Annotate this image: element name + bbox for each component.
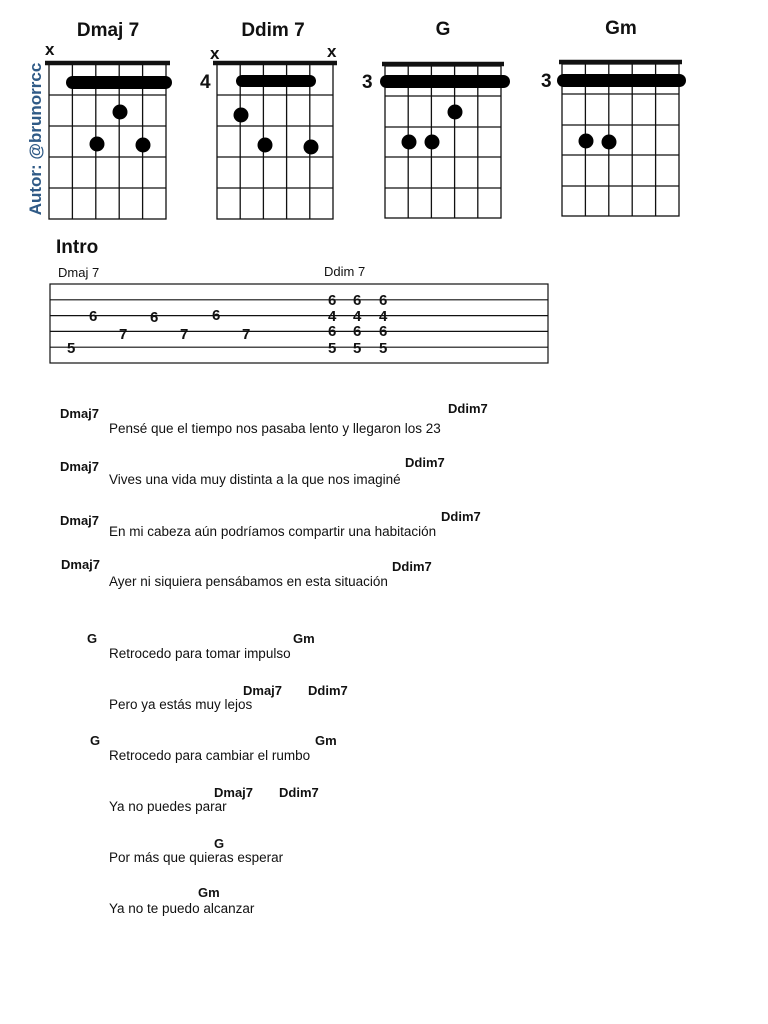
chord-label: Dmaj7 — [60, 406, 100, 421]
tab-number: 5 — [67, 340, 76, 357]
finger-dot — [579, 134, 594, 149]
fret-number: 3 — [541, 71, 552, 92]
chord-chart-title: Gm — [605, 18, 637, 39]
tab-number: 6 — [353, 292, 362, 309]
chord-chart-title: G — [435, 19, 451, 40]
chord-label: Ddim7 — [392, 559, 432, 574]
tab-number: 7 — [180, 326, 189, 343]
chord-label: Ddim7 — [405, 455, 445, 470]
tab-number: 6 — [212, 307, 221, 324]
lyric-line: Retrocedo para cambiar el rumbo — [109, 748, 311, 763]
lyric-line: Por más que quieras esperar — [109, 850, 284, 865]
finger-dot — [90, 137, 105, 152]
tab-number: 5 — [353, 340, 362, 357]
chord-label: Ddim7 — [448, 401, 488, 416]
chord-label: Ddim7 — [279, 785, 319, 800]
fret-number: 3 — [362, 72, 373, 93]
finger-dot — [425, 135, 440, 150]
chord-label: Gm — [198, 885, 220, 900]
chord-label: Dmaj7 — [60, 513, 100, 528]
tab-number: 4 — [379, 308, 388, 325]
chord-label: Dmaj7 — [214, 785, 254, 800]
lyric-line: Ya no puedes parar — [109, 799, 227, 814]
chord-chart-title: Dmaj 7 — [76, 20, 140, 41]
mute-marker: x — [210, 44, 220, 63]
chord-label: G — [87, 631, 98, 646]
chord-label: Dmaj7 — [61, 557, 101, 572]
tab-number: 6 — [150, 309, 159, 326]
mute-marker: x — [327, 42, 337, 61]
mute-marker: x — [45, 40, 55, 59]
tab-staff — [50, 284, 548, 363]
finger-dot — [136, 138, 151, 153]
lyric-line: Vives una vida muy distinta a la que nos imaginé — [109, 472, 401, 487]
barre-dmaj7 — [66, 76, 172, 89]
finger-dot — [258, 138, 273, 153]
tab-number: 6 — [379, 292, 388, 309]
finger-dot — [448, 105, 463, 120]
fret-number: 4 — [200, 72, 211, 93]
chord-label: Gm — [293, 631, 315, 646]
tab-number: 6 — [353, 323, 362, 340]
lyric-line: Ya no te puedo alcanzar — [109, 901, 255, 916]
intro-title: Intro — [56, 237, 99, 258]
finger-dot — [113, 105, 128, 120]
tab-number: 6 — [328, 292, 337, 309]
barre-gm — [557, 74, 686, 87]
chord-label: G — [214, 836, 225, 851]
barre-ddim7 — [236, 75, 316, 87]
tab-number: 6 — [328, 323, 337, 340]
chord-label: Dmaj7 — [243, 683, 283, 698]
tab-chord-label: Ddim 7 — [324, 264, 366, 279]
chord-label: Ddim7 — [441, 509, 481, 524]
tab-number: 4 — [353, 308, 362, 325]
lyric-line: En mi cabeza aún podríamos compartir una habitación — [109, 524, 437, 539]
chord-label: G — [90, 733, 101, 748]
tab-number: 5 — [379, 340, 388, 357]
tab-number: 7 — [119, 326, 128, 343]
finger-dot — [602, 135, 617, 150]
tab-number: 7 — [242, 326, 251, 343]
tab-number: 6 — [89, 308, 98, 325]
finger-dot — [234, 108, 249, 123]
finger-dot — [304, 140, 319, 155]
author-credit: Autor: @brunorrcc — [26, 62, 45, 216]
finger-dot — [402, 135, 417, 150]
lyric-line: Pensé que el tiempo nos pasaba lento y llegaron los 23 — [109, 421, 441, 436]
chord-chart-title: Ddim 7 — [241, 20, 305, 41]
tab-chord-label: Dmaj 7 — [58, 265, 100, 280]
lyric-line: Pero ya estás muy lejos — [109, 697, 253, 712]
tab-number: 4 — [328, 308, 337, 325]
tab-number: 6 — [379, 323, 388, 340]
tab-number: 5 — [328, 340, 337, 357]
chord-label: Gm — [315, 733, 337, 748]
lyric-line: Ayer ni siquiera pensábamos en esta situación — [109, 574, 388, 589]
chord-label: Dmaj7 — [60, 459, 100, 474]
lyric-line: Retrocedo para tomar impulso — [109, 646, 291, 661]
barre-g — [380, 75, 510, 88]
chord-label: Ddim7 — [308, 683, 348, 698]
